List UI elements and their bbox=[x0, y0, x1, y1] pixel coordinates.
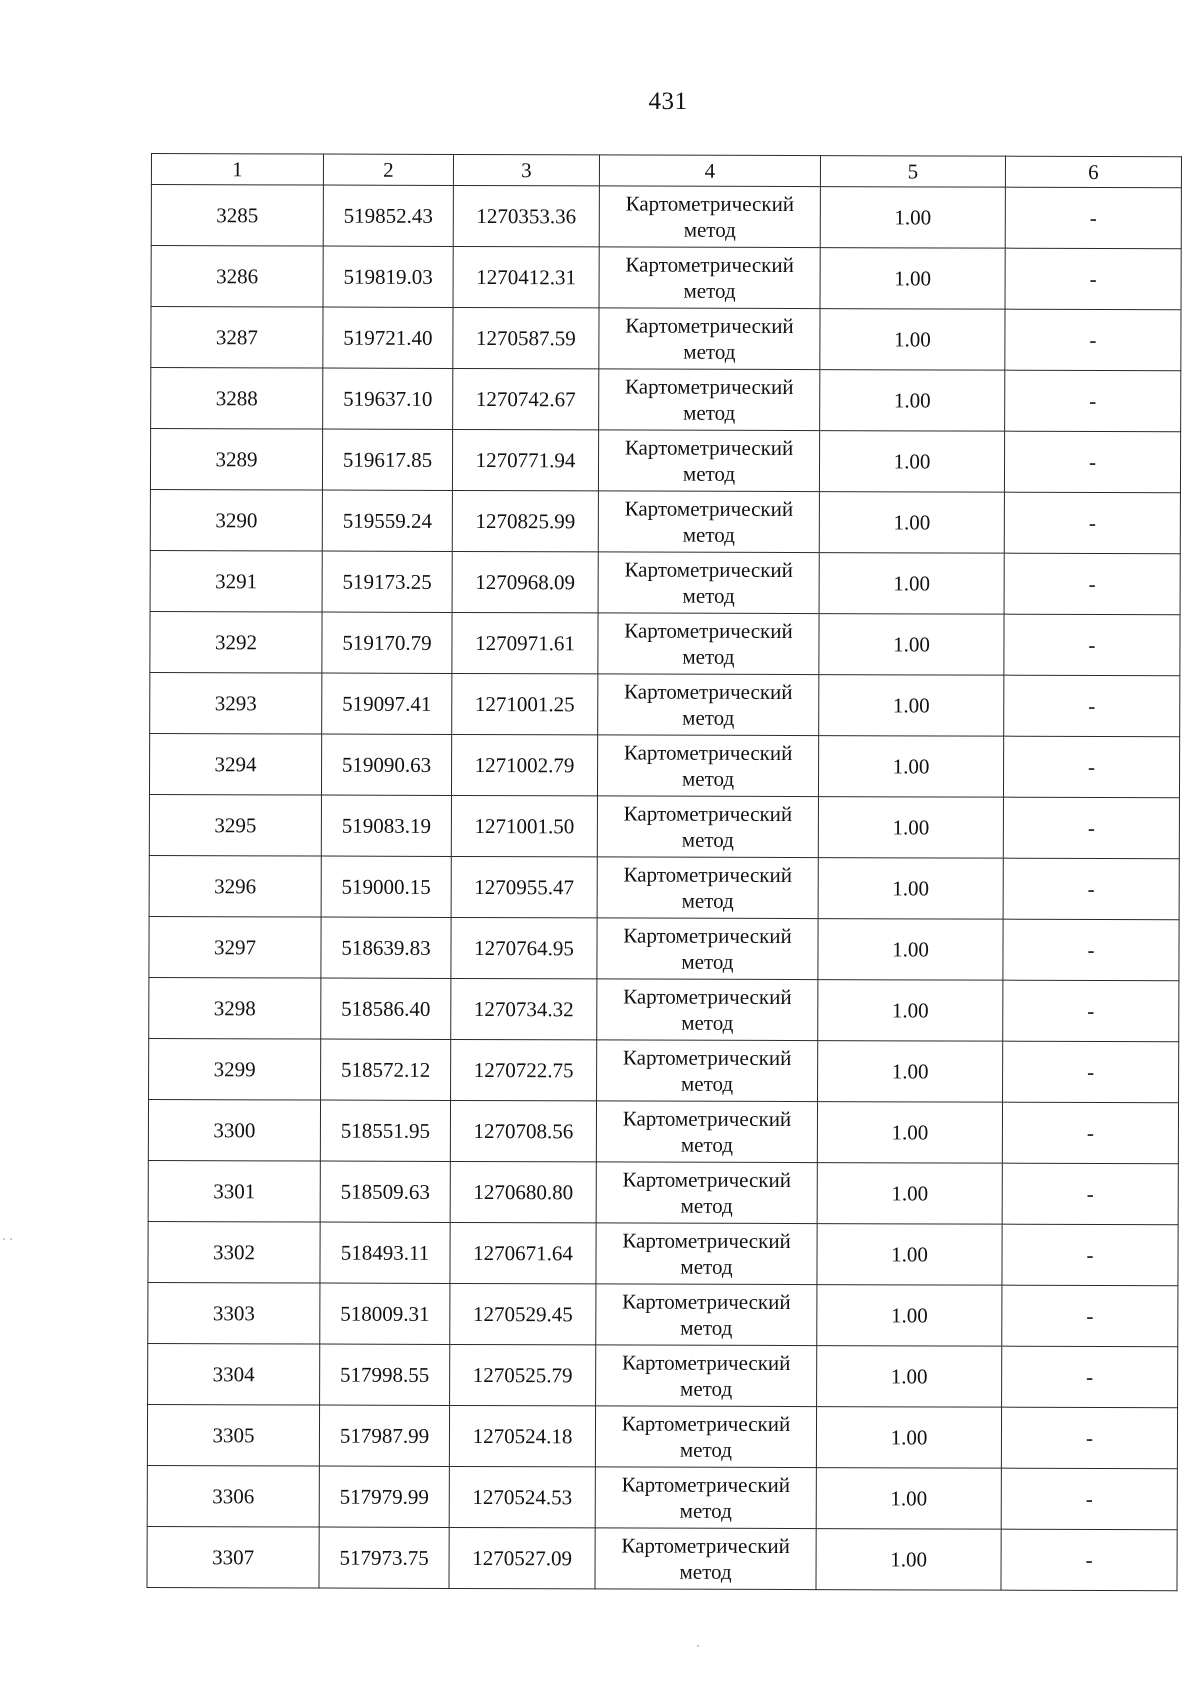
x-coordinate-cell: 519083.19 bbox=[321, 795, 451, 856]
point-number-cell: 3296 bbox=[149, 855, 321, 917]
y-coordinate-cell: 1270955.47 bbox=[451, 856, 597, 917]
method-cell bbox=[596, 1223, 817, 1285]
method-line-2: метод bbox=[679, 1437, 733, 1462]
table-header-row bbox=[151, 154, 1181, 188]
table-row bbox=[150, 611, 1180, 675]
x-coordinate-cell: 518572.12 bbox=[321, 1039, 451, 1100]
method-line-1: Картометрический bbox=[624, 557, 793, 583]
accuracy-cell: 1.00 bbox=[818, 858, 1003, 920]
method-line-1: Картометрический bbox=[622, 1167, 792, 1193]
point-number-cell: 3291 bbox=[150, 550, 322, 612]
method-cell bbox=[598, 674, 819, 736]
method-line-2: метод bbox=[680, 1376, 733, 1401]
method-cell bbox=[597, 857, 818, 919]
accuracy-cell: 1.00 bbox=[819, 614, 1004, 676]
method-line-2: метод bbox=[681, 766, 735, 791]
table-row bbox=[148, 1282, 1178, 1346]
accuracy-cell: 1.00 bbox=[818, 1041, 1003, 1103]
table-row bbox=[149, 733, 1179, 797]
table-row bbox=[151, 307, 1181, 371]
point-number-cell: 3289 bbox=[150, 429, 322, 491]
method-cell bbox=[596, 1101, 817, 1163]
method-line-1: Картометрический bbox=[623, 923, 792, 949]
y-coordinate-cell: 1270968.09 bbox=[452, 551, 598, 612]
method-line-2: метод bbox=[680, 1071, 734, 1096]
y-coordinate-cell: 1270412.31 bbox=[453, 246, 599, 307]
y-coordinate-cell: 1270680.80 bbox=[450, 1161, 596, 1222]
scan-speck bbox=[697, 1645, 699, 1647]
column-header-4: 4 bbox=[599, 155, 820, 187]
table-row bbox=[150, 429, 1180, 493]
y-coordinate-cell: 1270764.95 bbox=[451, 917, 597, 978]
method-line-1: Картометрический bbox=[625, 191, 795, 217]
accuracy-cell: 1.00 bbox=[817, 1224, 1002, 1286]
x-coordinate-cell: 518009.31 bbox=[320, 1283, 450, 1344]
table-row bbox=[147, 1465, 1177, 1529]
accuracy-cell: 1.00 bbox=[819, 675, 1004, 737]
method-cell bbox=[597, 1040, 818, 1102]
column-header-2: 2 bbox=[323, 154, 453, 185]
method-line-2: метод bbox=[682, 461, 736, 486]
method-line-2: метод bbox=[680, 1132, 733, 1157]
accuracy-cell: 1.00 bbox=[817, 1163, 1002, 1225]
point-number-cell: 3286 bbox=[151, 246, 323, 308]
table-row bbox=[150, 489, 1180, 553]
note-cell: - bbox=[1003, 980, 1179, 1042]
method-cell bbox=[595, 1467, 816, 1529]
method-line-1: Картометрический bbox=[625, 252, 794, 278]
x-coordinate-cell: 518639.83 bbox=[321, 917, 451, 978]
point-number-cell: 3295 bbox=[149, 794, 321, 856]
accuracy-cell: 1.00 bbox=[820, 187, 1005, 249]
point-number-cell: 3307 bbox=[147, 1526, 319, 1588]
method-cell bbox=[599, 247, 820, 309]
y-coordinate-cell: 1270708.56 bbox=[450, 1100, 596, 1161]
x-coordinate-cell: 517979.99 bbox=[319, 1466, 449, 1527]
point-number-cell: 3285 bbox=[151, 185, 323, 247]
method-line-2: метод bbox=[683, 217, 736, 242]
column-header-5: 5 bbox=[820, 156, 1005, 188]
y-coordinate-cell: 1270524.53 bbox=[449, 1466, 595, 1527]
method-line-1: Картометрический bbox=[624, 618, 793, 644]
method-cell bbox=[595, 1528, 816, 1590]
accuracy-cell: 1.00 bbox=[817, 1346, 1002, 1408]
coordinates-table bbox=[146, 153, 1182, 1591]
method-cell bbox=[598, 552, 819, 614]
page-number: 431 bbox=[648, 88, 688, 115]
table-body bbox=[147, 185, 1181, 1591]
method-cell bbox=[598, 491, 819, 553]
table-row bbox=[150, 672, 1180, 736]
note-cell: - bbox=[1003, 736, 1179, 798]
method-line-2: метод bbox=[681, 827, 734, 852]
y-coordinate-cell: 1270742.67 bbox=[453, 368, 599, 429]
y-coordinate-cell: 1271002.79 bbox=[451, 734, 597, 795]
note-cell: - bbox=[1002, 1102, 1178, 1164]
y-coordinate-cell: 1270722.75 bbox=[451, 1039, 597, 1100]
method-line-1: Картометрический bbox=[621, 1411, 791, 1437]
method-line-1: Картометрический bbox=[621, 1350, 791, 1376]
point-number-cell: 3294 bbox=[149, 733, 321, 795]
method-line-2: метод bbox=[681, 888, 734, 913]
y-coordinate-cell: 1271001.25 bbox=[452, 673, 598, 734]
x-coordinate-cell: 519819.03 bbox=[323, 246, 453, 307]
point-number-cell: 3292 bbox=[150, 611, 322, 673]
table-row bbox=[151, 246, 1181, 310]
note-cell: - bbox=[1003, 858, 1179, 920]
method-line-2: метод bbox=[681, 1010, 734, 1035]
x-coordinate-cell: 518509.63 bbox=[320, 1161, 450, 1222]
method-cell bbox=[597, 796, 818, 858]
method-cell bbox=[598, 613, 819, 675]
method-cell bbox=[599, 369, 820, 431]
note-cell: - bbox=[1004, 431, 1180, 493]
point-number-cell: 3302 bbox=[148, 1221, 320, 1283]
method-cell bbox=[597, 735, 818, 797]
method-line-2: метод bbox=[682, 644, 735, 669]
method-line-1: Картометрический bbox=[622, 1289, 791, 1315]
point-number-cell: 3304 bbox=[148, 1343, 320, 1405]
method-cell bbox=[599, 186, 820, 248]
method-line-1: Картометрический bbox=[622, 1045, 792, 1071]
note-cell: - bbox=[1004, 553, 1180, 615]
method-cell bbox=[596, 1345, 817, 1407]
x-coordinate-cell: 519852.43 bbox=[323, 185, 453, 246]
y-coordinate-cell: 1270771.94 bbox=[452, 429, 598, 490]
table-row bbox=[149, 977, 1179, 1041]
table-row bbox=[149, 794, 1179, 858]
x-coordinate-cell: 519090.63 bbox=[321, 734, 451, 795]
note-cell: - bbox=[1001, 1407, 1177, 1469]
table-row bbox=[147, 1526, 1177, 1590]
accuracy-cell: 1.00 bbox=[819, 553, 1004, 615]
accuracy-cell: 1.00 bbox=[820, 370, 1005, 432]
note-cell: - bbox=[1002, 1285, 1178, 1347]
method-line-1: Картометрический bbox=[624, 496, 794, 522]
y-coordinate-cell: 1270734.32 bbox=[451, 978, 597, 1039]
note-cell: - bbox=[1002, 1224, 1178, 1286]
method-cell bbox=[595, 1406, 816, 1468]
method-line-2: метод bbox=[682, 705, 735, 730]
x-coordinate-cell: 519097.41 bbox=[322, 673, 452, 734]
method-line-2: метод bbox=[683, 339, 736, 364]
note-cell: - bbox=[1002, 1346, 1178, 1408]
y-coordinate-cell: 1270971.61 bbox=[452, 612, 598, 673]
column-header-3: 3 bbox=[453, 154, 599, 185]
note-cell: - bbox=[1001, 1468, 1177, 1530]
note-cell: - bbox=[1005, 309, 1181, 371]
method-line-1: Картометрический bbox=[624, 435, 794, 461]
accuracy-cell: 1.00 bbox=[818, 797, 1003, 859]
y-coordinate-cell: 1270587.59 bbox=[453, 307, 599, 368]
accuracy-cell: 1.00 bbox=[819, 431, 1004, 493]
note-cell: - bbox=[1003, 797, 1179, 859]
accuracy-cell: 1.00 bbox=[819, 492, 1004, 554]
method-cell bbox=[599, 308, 820, 370]
accuracy-cell: 1.00 bbox=[816, 1529, 1001, 1591]
note-cell: - bbox=[1004, 492, 1180, 554]
accuracy-cell: 1.00 bbox=[817, 1102, 1002, 1164]
table-row bbox=[149, 1038, 1179, 1102]
table-row bbox=[150, 550, 1180, 614]
x-coordinate-cell: 519617.85 bbox=[322, 429, 452, 490]
method-line-2: метод bbox=[680, 1193, 733, 1218]
method-cell bbox=[596, 1284, 817, 1346]
method-line-2: метод bbox=[679, 1498, 732, 1523]
x-coordinate-cell: 519173.25 bbox=[322, 551, 452, 612]
x-coordinate-cell: 519637.10 bbox=[323, 368, 453, 429]
method-line-1: Картометрический bbox=[623, 984, 792, 1010]
table-row bbox=[148, 1099, 1178, 1163]
method-line-2: метод bbox=[679, 1559, 732, 1584]
method-line-1: Картометрический bbox=[624, 374, 794, 400]
method-cell bbox=[597, 918, 818, 980]
point-number-cell: 3300 bbox=[148, 1099, 320, 1161]
table-row bbox=[151, 185, 1181, 249]
accuracy-cell: 1.00 bbox=[820, 309, 1005, 371]
method-cell bbox=[596, 1162, 817, 1224]
point-number-cell: 3297 bbox=[149, 916, 321, 978]
accuracy-cell: 1.00 bbox=[816, 1468, 1001, 1530]
method-line-1: Картометрический bbox=[621, 1533, 790, 1559]
note-cell: - bbox=[1005, 370, 1181, 432]
accuracy-cell: 1.00 bbox=[817, 1285, 1002, 1347]
x-coordinate-cell: 517998.55 bbox=[320, 1344, 450, 1405]
y-coordinate-cell: 1270353.36 bbox=[453, 185, 599, 246]
y-coordinate-cell: 1271001.50 bbox=[451, 795, 597, 856]
note-cell: - bbox=[1001, 1529, 1177, 1591]
point-number-cell: 3287 bbox=[151, 307, 323, 369]
table-row bbox=[151, 368, 1181, 432]
scan-speck bbox=[10, 1238, 12, 1240]
x-coordinate-cell: 518551.95 bbox=[320, 1100, 450, 1161]
accuracy-cell: 1.00 bbox=[816, 1407, 1001, 1469]
accuracy-cell: 1.00 bbox=[818, 919, 1003, 981]
method-line-1: Картометрический bbox=[623, 801, 793, 827]
point-number-cell: 3299 bbox=[149, 1038, 321, 1100]
x-coordinate-cell: 519000.15 bbox=[321, 856, 451, 917]
method-line-1: Картометрический bbox=[625, 313, 794, 339]
method-line-2: метод bbox=[680, 1315, 733, 1340]
point-number-cell: 3301 bbox=[148, 1160, 320, 1222]
y-coordinate-cell: 1270525.79 bbox=[450, 1344, 596, 1405]
x-coordinate-cell: 519721.40 bbox=[323, 307, 453, 368]
table-row bbox=[148, 1160, 1178, 1224]
table-row bbox=[148, 1221, 1178, 1285]
x-coordinate-cell: 518586.40 bbox=[321, 978, 451, 1039]
note-cell: - bbox=[1002, 1163, 1178, 1225]
method-cell bbox=[598, 430, 819, 492]
accuracy-cell: 1.00 bbox=[820, 248, 1005, 310]
point-number-cell: 3298 bbox=[149, 977, 321, 1039]
note-cell: - bbox=[1004, 675, 1180, 737]
method-line-1: Картометрический bbox=[623, 740, 793, 766]
method-line-2: метод bbox=[681, 949, 734, 974]
table-row bbox=[149, 855, 1179, 919]
note-cell: - bbox=[1005, 187, 1181, 249]
method-line-2: метод bbox=[682, 583, 735, 608]
accuracy-cell: 1.00 bbox=[818, 736, 1003, 798]
method-line-1: Картометрический bbox=[622, 1106, 792, 1132]
method-line-1: Картометрический bbox=[621, 1472, 791, 1498]
y-coordinate-cell: 1270671.64 bbox=[450, 1222, 596, 1283]
method-line-2: метод bbox=[682, 522, 735, 547]
table-row bbox=[148, 1343, 1178, 1407]
point-number-cell: 3290 bbox=[150, 489, 322, 551]
point-number-cell: 3303 bbox=[148, 1282, 320, 1344]
column-header-6: 6 bbox=[1005, 156, 1181, 188]
point-number-cell: 3306 bbox=[147, 1465, 319, 1527]
method-line-2: метод bbox=[680, 1254, 733, 1279]
point-number-cell: 3288 bbox=[151, 368, 323, 430]
method-cell bbox=[597, 979, 818, 1041]
note-cell: - bbox=[1003, 919, 1179, 981]
table-row bbox=[149, 916, 1179, 980]
method-line-1: Картометрический bbox=[623, 862, 793, 888]
method-line-2: метод bbox=[683, 278, 736, 303]
note-cell: - bbox=[1005, 248, 1181, 310]
accuracy-cell: 1.00 bbox=[818, 980, 1003, 1042]
note-cell: - bbox=[1004, 614, 1180, 676]
point-number-cell: 3293 bbox=[150, 672, 322, 734]
column-header-1: 1 bbox=[151, 154, 323, 186]
method-line-2: метод bbox=[683, 400, 736, 425]
method-line-1: Картометрический bbox=[624, 679, 793, 705]
y-coordinate-cell: 1270825.99 bbox=[452, 490, 598, 551]
x-coordinate-cell: 519559.24 bbox=[322, 490, 452, 551]
y-coordinate-cell: 1270524.18 bbox=[449, 1405, 595, 1466]
note-cell: - bbox=[1003, 1041, 1179, 1103]
x-coordinate-cell: 517973.75 bbox=[319, 1527, 449, 1588]
point-number-cell: 3305 bbox=[147, 1404, 319, 1466]
x-coordinate-cell: 519170.79 bbox=[322, 612, 452, 673]
x-coordinate-cell: 518493.11 bbox=[320, 1222, 450, 1283]
y-coordinate-cell: 1270527.09 bbox=[449, 1527, 595, 1588]
y-coordinate-cell: 1270529.45 bbox=[450, 1283, 596, 1344]
x-coordinate-cell: 517987.99 bbox=[319, 1405, 449, 1466]
scan-speck bbox=[3, 1238, 5, 1240]
method-line-1: Картометрический bbox=[622, 1228, 791, 1254]
table-row bbox=[147, 1404, 1177, 1468]
